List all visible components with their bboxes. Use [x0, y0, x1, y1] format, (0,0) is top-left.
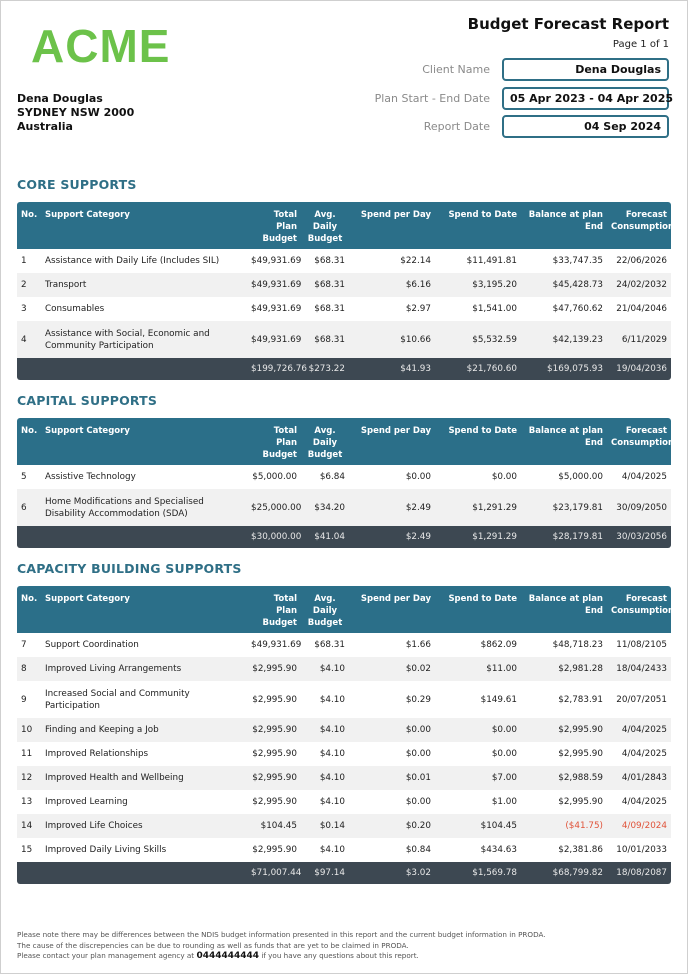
- section-title: CAPACITY BUILDING SUPPORTS: [17, 561, 242, 576]
- col-number-cell: 5: [21, 472, 27, 482]
- footnote-line: The cause of the discrepencies can be due to rounding as well as funds that are yet to be claimed in PRODA.: [17, 940, 409, 950]
- col-spend-to-date-total: $21,760.60: [466, 364, 517, 374]
- col-forecast-consumption-header: Forecast Consumption: [611, 210, 675, 232]
- col-total-plan-budget-header: Total Plan Budget: [262, 210, 297, 244]
- table-row: [17, 465, 671, 489]
- col-avg-daily-budget-cell: $6.84: [319, 472, 345, 482]
- plan-dates-row: [374, 87, 674, 110]
- col-avg-daily-budget-cell: $4.10: [319, 725, 345, 735]
- col-total-plan-budget-cell: $5,000.00: [252, 472, 297, 482]
- col-avg-daily-budget-total: $97.14: [314, 868, 345, 878]
- report-date-row: [424, 115, 669, 138]
- page-number: Page 1 of 1: [612, 39, 669, 50]
- col-spend-per-day-total: $41.93: [400, 364, 431, 374]
- col-number-cell: 4: [21, 334, 27, 345]
- col-forecast-consumption-cell: 4/04/2025: [621, 797, 667, 807]
- report-title: Budget Forecast Report: [467, 15, 669, 33]
- core-supports-table: [17, 202, 675, 380]
- col-number-cell: 15: [21, 845, 33, 855]
- table-row: [17, 766, 671, 790]
- report-date-value: 04 Sep 2024: [502, 115, 669, 138]
- col-avg-daily-budget-header: Avg. Daily Budget: [307, 594, 343, 628]
- client-name-value: Dena Douglas: [502, 58, 669, 81]
- col-spend-to-date-cell: $862.09: [480, 640, 517, 650]
- col-total-plan-budget-total: $30,000.00: [251, 532, 302, 542]
- col-spend-to-date-cell: $11.00: [486, 664, 517, 674]
- col-balance-at-plan-end-cell: $2,995.90: [558, 749, 603, 759]
- col-total-plan-budget-cell: $49,931.69: [251, 256, 302, 266]
- address-line: Dena Douglas: [17, 92, 103, 105]
- col-total-plan-budget-cell: $49,931.69: [251, 280, 302, 290]
- col-support-category-cell: Assistance with Daily Life (Includes SIL): [45, 256, 220, 266]
- col-number-cell: 12: [21, 773, 33, 783]
- col-forecast-consumption-cell: 4/09/2024: [621, 821, 667, 831]
- col-avg-daily-budget-cell: $0.14: [319, 821, 345, 831]
- col-spend-per-day-total: $2.49: [405, 532, 431, 542]
- table-row: [17, 742, 671, 766]
- col-balance-at-plan-end-cell: $47,760.62: [552, 304, 603, 314]
- col-support-category-cell: Assistive Technology: [45, 472, 136, 482]
- col-avg-daily-budget-cell: $4.10: [319, 845, 345, 855]
- footnote-text: if you have any questions about this report.: [261, 951, 419, 960]
- col-spend-to-date-header: Spend to Date: [448, 210, 517, 220]
- col-forecast-consumption-cell: 11/08/2105: [616, 640, 667, 650]
- address-line: Australia: [17, 120, 73, 133]
- footnote: [17, 930, 677, 962]
- col-forecast-consumption-header: Forecast Consumption: [611, 426, 675, 448]
- contact-phone: 0444444444: [196, 951, 260, 961]
- col-avg-daily-budget-cell: $68.31: [314, 640, 345, 650]
- col-spend-to-date-header: Spend to Date: [448, 426, 517, 436]
- col-spend-to-date-cell: $434.63: [480, 845, 517, 855]
- table-row: [17, 297, 671, 321]
- col-balance-at-plan-end-cell: $48,718.23: [552, 640, 603, 650]
- col-total-plan-budget-total: $199,726.76: [251, 364, 307, 374]
- col-spend-to-date-cell: $0.00: [491, 749, 517, 759]
- col-balance-at-plan-end-cell: $33,747.35: [552, 256, 603, 266]
- col-avg-daily-budget-cell: $4.10: [319, 797, 345, 807]
- footnote-line: [17, 951, 677, 962]
- col-spend-per-day-cell: $0.01: [405, 773, 431, 783]
- col-total-plan-budget-cell: $49,931.69: [251, 640, 302, 650]
- col-spend-per-day-cell: $2.97: [405, 304, 431, 314]
- col-support-category-cell: Finding and Keeping a Job: [45, 725, 159, 735]
- col-balance-at-plan-end-cell: $2,981.28: [558, 664, 603, 674]
- col-support-category-cell: Improved Health and Wellbeing: [45, 773, 184, 783]
- col-balance-at-plan-end-total: $169,075.93: [547, 364, 603, 374]
- table-row: [17, 489, 671, 526]
- col-spend-per-day-cell: $0.00: [405, 725, 431, 735]
- col-number-cell: 13: [21, 797, 33, 807]
- table-row: [17, 633, 671, 657]
- col-support-category-cell: Improved Relationships: [45, 749, 149, 759]
- col-support-category-cell: Home Modifications and Specialised Disability Accommodation (SDA): [45, 496, 204, 519]
- col-spend-per-day-cell: $2.49: [405, 502, 431, 513]
- col-balance-at-plan-end-total: $68,799.82: [552, 868, 603, 878]
- table-totals-row: [17, 526, 671, 548]
- col-spend-to-date-cell: $149.61: [480, 694, 517, 705]
- col-support-category-cell: Increased Social and Community Participation: [45, 688, 190, 711]
- col-avg-daily-budget-cell: $34.20: [314, 502, 345, 513]
- col-forecast-consumption-total: 18/08/2087: [616, 868, 667, 878]
- col-spend-per-day-cell: $0.00: [405, 749, 431, 759]
- col-support-category-cell: Improved Life Choices: [45, 821, 143, 831]
- col-forecast-consumption-cell: 4/01/2843: [621, 773, 667, 783]
- col-spend-per-day-total: $3.02: [405, 868, 431, 878]
- col-forecast-consumption-cell: 4/04/2025: [621, 749, 667, 759]
- col-avg-daily-budget-cell: $68.31: [314, 304, 345, 314]
- col-number-cell: 6: [21, 502, 27, 513]
- col-number-cell: 3: [21, 304, 27, 314]
- col-number-cell: 11: [21, 749, 33, 759]
- table-row: [17, 321, 671, 358]
- col-total-plan-budget-cell: $49,931.69: [251, 304, 302, 314]
- footnote-line: Please note there may be differences between the NDIS budget information presented in this report and the current budget information in PRODA.: [17, 930, 546, 939]
- col-number-cell: 9: [21, 694, 27, 705]
- table-row: [17, 814, 671, 838]
- col-total-plan-budget-header: Total Plan Budget: [262, 426, 297, 460]
- col-spend-per-day-cell: $0.02: [405, 664, 431, 674]
- col-avg-daily-budget-cell: $68.31: [314, 280, 345, 290]
- col-support-category-cell: Support Coordination: [45, 640, 139, 650]
- company-logo: ACME: [31, 20, 171, 72]
- col-balance-at-plan-end-cell: $2,995.90: [558, 797, 603, 807]
- col-number-cell: 1: [21, 256, 27, 266]
- col-support-category-cell: Transport: [45, 280, 87, 290]
- col-spend-to-date-total: $1,291.29: [472, 532, 517, 542]
- col-balance-at-plan-end-cell: $2,988.59: [558, 773, 603, 783]
- col-spend-to-date-cell: $3,195.20: [472, 280, 517, 290]
- footnote-text: Please contact your plan management agency at: [17, 951, 195, 960]
- col-spend-to-date-cell: $0.00: [491, 472, 517, 482]
- col-number-cell: 7: [21, 640, 27, 650]
- col-avg-daily-budget-cell: $4.10: [319, 664, 345, 674]
- col-spend-per-day-cell: $0.84: [405, 845, 431, 855]
- table-totals-row: [17, 358, 671, 380]
- col-forecast-consumption-cell: 30/09/2050: [616, 502, 667, 513]
- col-balance-at-plan-end-header: Balance at plan End: [528, 210, 603, 232]
- col-balance-at-plan-end-cell: $2,995.90: [558, 725, 603, 735]
- col-spend-per-day-cell: $1.66: [405, 640, 431, 650]
- report-date-label: Report Date: [423, 120, 490, 133]
- col-support-category-header: Support Category: [45, 594, 130, 604]
- col-number-header: No.: [21, 594, 38, 604]
- col-spend-to-date-cell: $11,491.81: [466, 256, 517, 266]
- col-spend-to-date-cell: $1,541.00: [472, 304, 517, 314]
- col-forecast-consumption-cell: 10/01/2033: [616, 845, 667, 855]
- table-row: [17, 273, 671, 297]
- col-total-plan-budget-cell: $2,995.90: [252, 725, 297, 735]
- col-number-cell: 10: [21, 725, 33, 735]
- col-spend-to-date-cell: $1,291.29: [472, 502, 517, 513]
- plan-dates-label: Plan Start - End Date: [374, 92, 490, 105]
- col-spend-to-date-cell: $7.00: [491, 773, 517, 783]
- table-row: [17, 790, 671, 814]
- client-address: [17, 92, 134, 134]
- table-header: [17, 418, 675, 465]
- col-support-category-header: Support Category: [45, 426, 130, 436]
- col-number-header: No.: [21, 210, 38, 220]
- table-header: [17, 202, 675, 249]
- col-spend-per-day-cell: $0.00: [405, 472, 431, 482]
- col-avg-daily-budget-cell: $4.10: [319, 773, 345, 783]
- col-total-plan-budget-total: $71,007.44: [251, 868, 302, 878]
- col-total-plan-budget-cell: $49,931.69: [251, 334, 302, 345]
- col-spend-per-day-cell: $6.16: [405, 280, 431, 290]
- col-forecast-consumption-cell: 6/11/2029: [621, 334, 667, 345]
- col-forecast-consumption-cell: 4/04/2025: [621, 725, 667, 735]
- table-row: [17, 718, 671, 742]
- col-balance-at-plan-end-cell: $23,179.81: [552, 502, 603, 513]
- col-spend-per-day-header: Spend per Day: [360, 210, 431, 220]
- col-spend-to-date-total: $1,569.78: [472, 868, 517, 878]
- col-balance-at-plan-end-cell: $5,000.00: [558, 472, 603, 482]
- col-number-cell: 8: [21, 664, 27, 674]
- col-support-category-cell: Consumables: [45, 304, 105, 314]
- col-forecast-consumption-cell: 22/06/2026: [616, 256, 667, 266]
- col-spend-per-day-cell: $0.00: [405, 797, 431, 807]
- col-support-category-cell: Assistance with Social, Economic and Community Participation: [45, 328, 210, 351]
- col-total-plan-budget-cell: $2,995.90: [252, 845, 297, 855]
- col-spend-per-day-cell: $22.14: [400, 256, 431, 266]
- col-spend-to-date-cell: $1.00: [491, 797, 517, 807]
- col-support-category-cell: Improved Living Arrangements: [45, 664, 182, 674]
- table-row: [17, 249, 671, 273]
- client-name-label: Client Name: [422, 63, 490, 76]
- col-forecast-consumption-cell: 24/02/2032: [616, 280, 667, 290]
- col-support-category-header: Support Category: [45, 210, 130, 220]
- col-balance-at-plan-end-cell: $2,783.91: [558, 694, 603, 705]
- col-total-plan-budget-cell: $104.45: [260, 821, 297, 831]
- col-avg-daily-budget-total: $41.04: [314, 532, 345, 542]
- client-name-row: [422, 58, 669, 81]
- col-total-plan-budget-cell: $25,000.00: [251, 502, 302, 513]
- capital-supports-table: [17, 418, 675, 548]
- col-support-category-cell: Improved Daily Living Skills: [45, 845, 167, 855]
- col-support-category-cell: Improved Learning: [45, 797, 128, 807]
- col-forecast-consumption-cell: 20/07/2051: [616, 694, 667, 705]
- section-title: CAPITAL SUPPORTS: [17, 393, 158, 408]
- col-spend-per-day-cell: $0.29: [405, 694, 431, 705]
- table-totals-row: [17, 862, 671, 884]
- col-forecast-consumption-cell: 21/04/2046: [616, 304, 667, 314]
- col-number-header: No.: [21, 426, 38, 436]
- col-spend-per-day-header: Spend per Day: [360, 426, 431, 436]
- col-avg-daily-budget-cell: $4.10: [319, 694, 345, 705]
- col-total-plan-budget-cell: $2,995.90: [252, 694, 297, 705]
- section-title: CORE SUPPORTS: [17, 177, 137, 192]
- capacity-building-table: [17, 586, 675, 884]
- col-avg-daily-budget-total: $273.22: [308, 364, 345, 374]
- table-row: [17, 838, 671, 862]
- col-total-plan-budget-cell: $2,995.90: [252, 773, 297, 783]
- col-avg-daily-budget-cell: $4.10: [319, 749, 345, 759]
- col-forecast-consumption-header: Forecast Consumption: [611, 594, 675, 616]
- table-row: [17, 681, 671, 718]
- col-avg-daily-budget-header: Avg. Daily Budget: [307, 210, 343, 244]
- col-spend-per-day-cell: $10.66: [400, 334, 431, 345]
- table-row: [17, 657, 671, 681]
- col-balance-at-plan-end-header: Balance at plan End: [528, 426, 603, 448]
- plan-dates-value: 05 Apr 2023 - 04 Apr 2025: [502, 87, 669, 110]
- col-total-plan-budget-cell: $2,995.90: [252, 664, 297, 674]
- col-balance-at-plan-end-cell: $2,381.86: [558, 845, 603, 855]
- col-spend-per-day-header: Spend per Day: [360, 594, 431, 604]
- col-total-plan-budget-cell: $2,995.90: [252, 797, 297, 807]
- col-forecast-consumption-total: 30/03/2056: [616, 532, 667, 542]
- col-avg-daily-budget-cell: $68.31: [314, 334, 345, 345]
- col-spend-to-date-cell: $0.00: [491, 725, 517, 735]
- col-number-cell: 14: [21, 821, 33, 831]
- col-forecast-consumption-cell: 4/04/2025: [621, 472, 667, 482]
- col-total-plan-budget-cell: $2,995.90: [252, 749, 297, 759]
- col-balance-at-plan-end-cell: $42,139.23: [552, 334, 603, 345]
- col-balance-at-plan-end-total: $28,179.81: [552, 532, 603, 542]
- col-avg-daily-budget-header: Avg. Daily Budget: [307, 426, 343, 460]
- col-spend-to-date-header: Spend to Date: [448, 594, 517, 604]
- col-spend-per-day-cell: $0.20: [405, 821, 431, 831]
- col-balance-at-plan-end-header: Balance at plan End: [528, 594, 603, 616]
- col-total-plan-budget-header: Total Plan Budget: [262, 594, 297, 628]
- col-balance-at-plan-end-cell: ($41.75): [565, 821, 603, 831]
- col-forecast-consumption-total: 19/04/2036: [616, 364, 667, 374]
- col-avg-daily-budget-cell: $68.31: [314, 256, 345, 266]
- col-spend-to-date-cell: $104.45: [480, 821, 517, 831]
- address-line: SYDNEY NSW 2000: [17, 106, 135, 119]
- col-spend-to-date-cell: $5,532.59: [472, 334, 517, 345]
- table-header: [17, 586, 675, 633]
- col-forecast-consumption-cell: 18/04/2433: [616, 664, 667, 674]
- col-number-cell: 2: [21, 280, 27, 290]
- col-balance-at-plan-end-cell: $45,428.73: [552, 280, 603, 290]
